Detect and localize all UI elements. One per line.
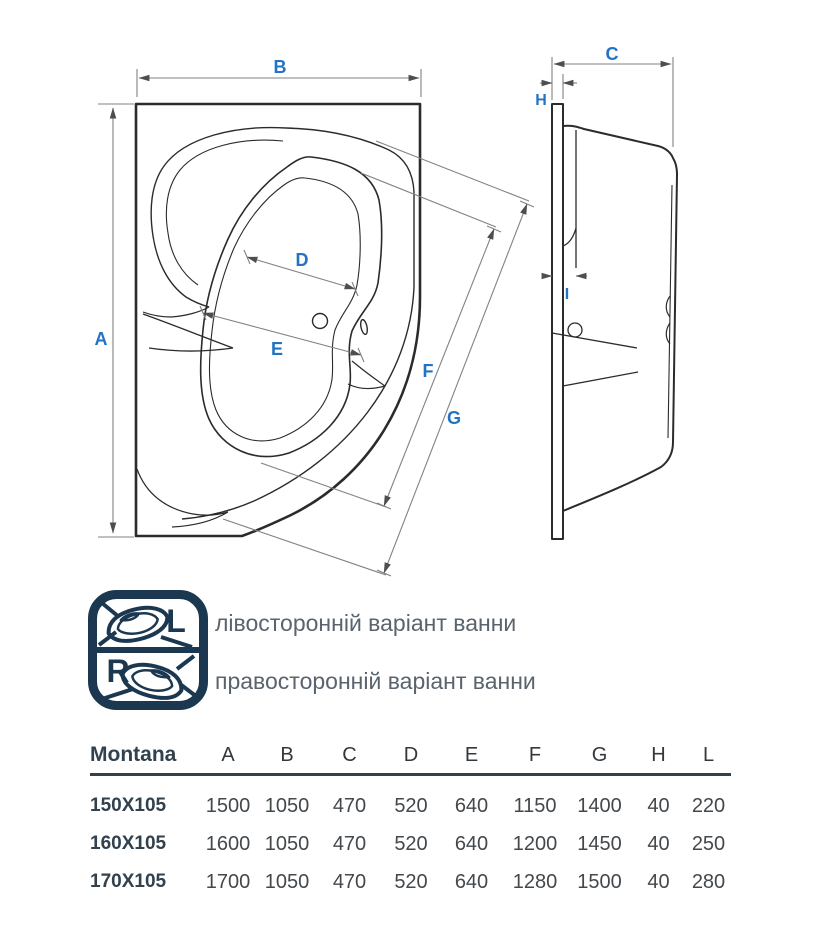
cell-value: 1450 (577, 832, 622, 855)
side-view-art (552, 104, 677, 539)
table-header-rule (90, 773, 731, 776)
label-G: G (446, 408, 462, 428)
column-header-G: G (591, 743, 608, 766)
cell-value: 470 (332, 870, 367, 893)
cell-value: 40 (647, 832, 670, 855)
cell-value: 640 (454, 832, 489, 855)
label-B: B (273, 57, 287, 77)
table-row (90, 825, 731, 863)
label-E: E (270, 339, 284, 359)
column-header-C: C (342, 743, 357, 766)
tub-profile (563, 126, 677, 511)
table-header-row (90, 738, 731, 772)
left-right-variant-icon (88, 590, 208, 710)
cell-value: 280 (691, 870, 726, 893)
cell-value: 1200 (512, 832, 558, 855)
dim-C-extensions (552, 57, 673, 147)
table-body (90, 787, 731, 901)
table-row (90, 787, 731, 825)
wall-panel (552, 104, 563, 539)
rim-fold-right (348, 361, 385, 388)
label-F: F (422, 361, 434, 381)
profile-seat-lines (552, 333, 638, 386)
row-size-label: 160X105 (90, 833, 167, 854)
dim-F-extensions (261, 173, 496, 507)
cell-value: 520 (394, 870, 428, 893)
left-variant-text: лівосторонній варіант ванни (215, 610, 517, 636)
table-brand: Montana (90, 743, 177, 766)
cell-value: 1700 (205, 870, 251, 893)
cell-value: 40 (647, 870, 670, 893)
dimension-table (90, 738, 731, 901)
label-D: D (295, 250, 309, 270)
cell-value: 520 (394, 794, 428, 817)
cell-value: 1050 (264, 870, 310, 893)
profile-jet-hole (568, 323, 582, 337)
column-header-A: A (221, 743, 235, 766)
cell-value: 250 (691, 832, 726, 855)
cell-value: 470 (332, 794, 367, 817)
cell-value: 220 (691, 794, 726, 817)
label-H: H (535, 92, 547, 109)
cell-value: 1050 (264, 794, 310, 817)
column-header-F: F (528, 743, 542, 766)
dim-F-line (384, 229, 494, 506)
cell-value: 1150 (513, 794, 557, 817)
cell-value: 1050 (264, 832, 310, 855)
headrest-curl-outer (151, 128, 286, 307)
label-C: C (605, 44, 619, 64)
column-header-D: D (403, 743, 419, 766)
cell-value: 640 (454, 794, 489, 817)
cell-value: 40 (647, 794, 670, 817)
rim-fold-left (143, 314, 233, 351)
dimension-labels (95, 44, 619, 428)
column-header-E: E (464, 743, 479, 766)
cell-value: 1500 (577, 870, 622, 893)
cell-value: 640 (454, 870, 489, 893)
table-row (90, 863, 731, 901)
corner-tub-left-glyph (105, 602, 171, 646)
profile-rim-double-line (668, 185, 672, 438)
icon-letter-R: R (106, 653, 130, 689)
cell-value: 470 (332, 832, 367, 855)
profile-back-edge (563, 130, 576, 268)
cell-value: 520 (394, 832, 428, 855)
icon-letter-L: L (166, 603, 186, 639)
overflow-hole (360, 319, 369, 335)
right-variant-text: правосторонній варіант ванни (215, 668, 536, 694)
top-view-art (136, 104, 420, 536)
tub-rim-inner-edge (182, 128, 414, 519)
cell-value: 1280 (512, 870, 558, 893)
headrest-curl-inner (166, 140, 283, 285)
basin-floor-outline (209, 178, 360, 441)
label-I: I (564, 286, 570, 303)
faucet-hole (313, 314, 328, 329)
cell-value: 1600 (205, 832, 251, 855)
tub-outer-boundary (136, 104, 420, 536)
column-header-B: B (280, 743, 294, 766)
row-size-label: 170X105 (90, 871, 167, 892)
label-A: A (94, 329, 108, 349)
dim-G-extensions (223, 141, 529, 575)
cell-value: 1500 (205, 794, 251, 817)
row-size-label: 150X105 (90, 795, 167, 816)
column-header-H: H (651, 743, 666, 766)
column-header-L: L (702, 743, 715, 766)
basin-outline (201, 157, 382, 457)
rim-neck (143, 307, 209, 317)
dim-A-caps (98, 104, 134, 537)
dimension-lines (98, 57, 673, 576)
cell-value: 1400 (577, 794, 622, 817)
